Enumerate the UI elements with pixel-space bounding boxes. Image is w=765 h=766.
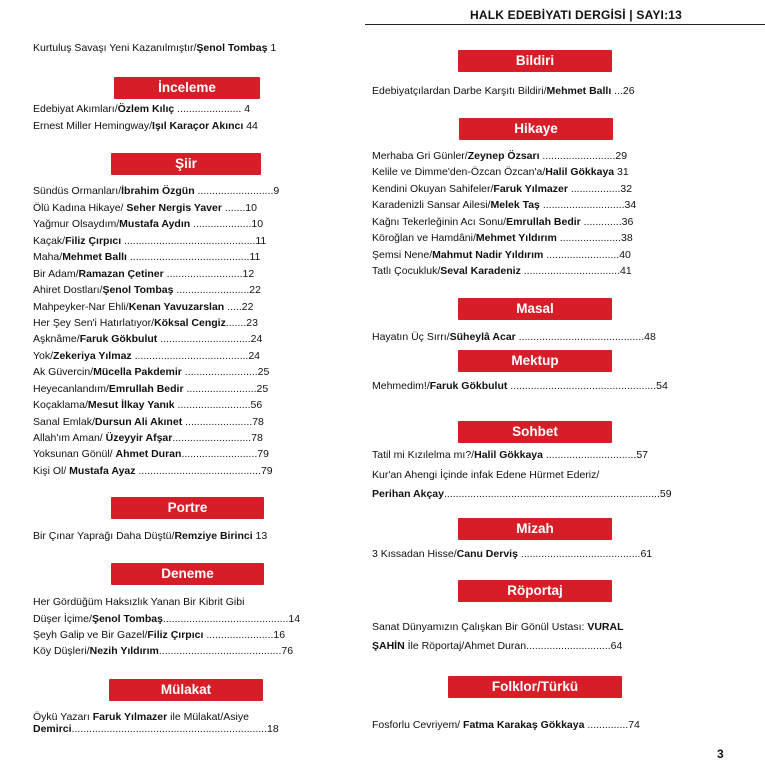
page-number: 3 bbox=[717, 747, 724, 761]
section-banner-siir: Şiir bbox=[111, 153, 261, 175]
toc-entry[interactable]: Maha/Mehmet Ballı .........................................11 bbox=[33, 251, 261, 263]
section-banner-masal: Masal bbox=[458, 298, 612, 320]
toc-entry[interactable]: Şeyh Galip ve Bir Gazel/Filiz Çırpıcı .......................16 bbox=[33, 629, 286, 641]
toc-entry[interactable]: Mehmedim!/Faruk Gökbulut ..................................................54 bbox=[372, 380, 668, 392]
section-banner-inceleme: İnceleme bbox=[114, 77, 260, 99]
toc-entry[interactable]: Şemsi Nene/Mahmut Nadir Yıldırım .........................40 bbox=[372, 249, 631, 261]
toc-entry[interactable]: Ölü Kadına Hikaye/ Seher Nergis Yaver .......10 bbox=[33, 202, 257, 214]
toc-entry[interactable]: Ak Güvercin/Mücella Pakdemir .........................25 bbox=[33, 366, 270, 378]
toc-entry[interactable]: Sanal Emlak/Dursun Ali Akınet .......................78 bbox=[33, 416, 264, 428]
toc-entry[interactable]: Edebiyat Akımları/Özlem Kılıç ...................... 4 bbox=[33, 103, 251, 115]
toc-entry[interactable]: Demirci...................................................................18 bbox=[33, 723, 279, 735]
toc-entry[interactable]: Sanat Dünyamızın Çalışkan Bir Gönül Ustası: VURAL bbox=[372, 621, 624, 633]
toc-entry[interactable]: Bir Çınar Yaprağı Daha Düştü/Remziye Birinci 13 bbox=[33, 530, 268, 542]
toc-entry[interactable]: Bir Adam/Ramazan Çetiner ..........................12 bbox=[33, 268, 255, 280]
toc-entry[interactable]: Her Şey Sen'i Hatırlatıyor/Köksal Cengiz.......23 bbox=[33, 317, 258, 329]
toc-entry[interactable]: Sündüs Ormanları/İbrahim Özgün ..........................9 bbox=[33, 185, 280, 197]
toc-entry[interactable]: Kaçak/Filiz Çırpıcı .............................................11 bbox=[33, 235, 267, 247]
section-banner-folklor: Folklor/Türkü bbox=[448, 676, 622, 698]
toc-entry[interactable]: Aşknâme/Faruk Gökbulut ...............................24 bbox=[33, 333, 263, 345]
toc-entry[interactable]: Hayatın Üç Sırrı/Süheylâ Acar ...........................................48 bbox=[372, 331, 656, 343]
toc-entry[interactable]: Merhaba Gri Günler/Zeynep Özsarı .........................29 bbox=[372, 150, 628, 162]
toc-entry[interactable]: Düşer İçime/Şenol Tombaş...........................................14 bbox=[33, 613, 301, 625]
section-banner-portre: Portre bbox=[111, 497, 264, 519]
header-divider bbox=[365, 24, 765, 25]
toc-entry[interactable]: Kurtuluş Savaşı Yeni Kazanılmıştır/Şenol Tombaş 1 bbox=[33, 42, 277, 54]
toc-entry[interactable]: Yoksunan Gönül/ Ahmet Duran..........................79 bbox=[33, 448, 269, 460]
toc-entry[interactable]: Kendini Okuyan Sahifeler/Faruk Yılmazer .................32 bbox=[372, 183, 633, 195]
section-banner-mulakat: Mülakat bbox=[109, 679, 263, 701]
section-banner-sohbet: Sohbet bbox=[458, 421, 612, 443]
magazine-header: HALK EDEBİYATI DERGİSİ | SAYI:13 bbox=[470, 8, 683, 22]
toc-entry[interactable]: Yağmur Olsaydım/Mustafa Aydın ....................10 bbox=[33, 218, 264, 230]
toc-entry[interactable]: Tatil mi Kızılelma mı?/Halil Gökkaya ...............................57 bbox=[372, 449, 649, 461]
section-banner-roportaj: Röportaj bbox=[458, 580, 612, 602]
toc-entry[interactable]: Mahpeyker-Nar Ehli/Kenan Yavuzarslan .....22 bbox=[33, 301, 254, 313]
toc-entry[interactable]: Öykü Yazarı Faruk Yılmazer ile Mülakat/Asiye bbox=[33, 711, 249, 723]
section-banner-deneme: Deneme bbox=[111, 563, 264, 585]
section-banner-hikaye: Hikaye bbox=[459, 118, 613, 140]
toc-entry[interactable]: Ahiret Dostları/Şenol Tombaş .........................22 bbox=[33, 284, 261, 296]
toc-entry[interactable]: Kağnı Tekerleğinin Acı Sonu/Emrullah Bedir .............36 bbox=[372, 216, 634, 228]
section-banner-bildiri: Bildiri bbox=[458, 50, 612, 72]
toc-entry[interactable]: Köy Düşleri/Nezih Yıldırım..........................................76 bbox=[33, 645, 294, 657]
toc-entry[interactable]: Heyecanlandım/Emrullah Bedir ........................25 bbox=[33, 383, 269, 395]
toc-entry[interactable]: Karadenizli Sansar Ailesi/Melek Taş ............................34 bbox=[372, 199, 637, 211]
toc-entry[interactable]: Fosforlu Cevriyem/ Fatma Karakaş Gökkaya ..............74 bbox=[372, 719, 640, 731]
toc-entry[interactable]: Kelile ve Dimme'den-Özcan Özcan'a/Halil Gökkaya 31 bbox=[372, 166, 629, 178]
toc-entry[interactable]: Köroğlan ve Hamdâni/Mehmet Yıldırım .....................38 bbox=[372, 232, 633, 244]
toc-entry[interactable]: Her Gördüğüm Haksızlık Yanan Bir Kibrit Gibi bbox=[33, 596, 245, 608]
toc-entry[interactable]: Perihan Akçay..........................................................................59 bbox=[372, 488, 672, 500]
toc-entry[interactable]: 3 Kıssadan Hisse/Canu Derviş .........................................61 bbox=[372, 548, 653, 560]
section-banner-mektup: Mektup bbox=[458, 350, 612, 372]
toc-entry[interactable]: ŞAHİN İle Röportaj/Ahmet Duran.............................64 bbox=[372, 640, 623, 652]
toc-entry[interactable]: Yok/Zekeriya Yılmaz .......................................24 bbox=[33, 350, 261, 362]
toc-entry[interactable]: Ernest Miller Hemingway/Işıl Karaçor Akıncı 44 bbox=[33, 120, 258, 132]
toc-entry[interactable]: Edebiyatçılardan Darbe Karşıtı Bildiri/Mehmet Ballı ...26 bbox=[372, 85, 635, 97]
section-banner-mizah: Mizah bbox=[458, 518, 612, 540]
toc-entry[interactable]: Kişi Ol/ Mustafa Ayaz ..........................................79 bbox=[33, 465, 273, 477]
toc-entry[interactable]: Allah'ım Aman/ Üzeyyir Afşar...........................78 bbox=[33, 432, 263, 444]
toc-entry[interactable]: Tatlı Çocukluk/Seval Karadeniz .................................41 bbox=[372, 265, 632, 277]
toc-entry[interactable]: Kur'an Ahengi İçinde infak Edene Hürmet Ederiz/ bbox=[372, 469, 600, 481]
toc-entry[interactable]: Koçaklama/Mesut İlkay Yanık .........................56 bbox=[33, 399, 263, 411]
